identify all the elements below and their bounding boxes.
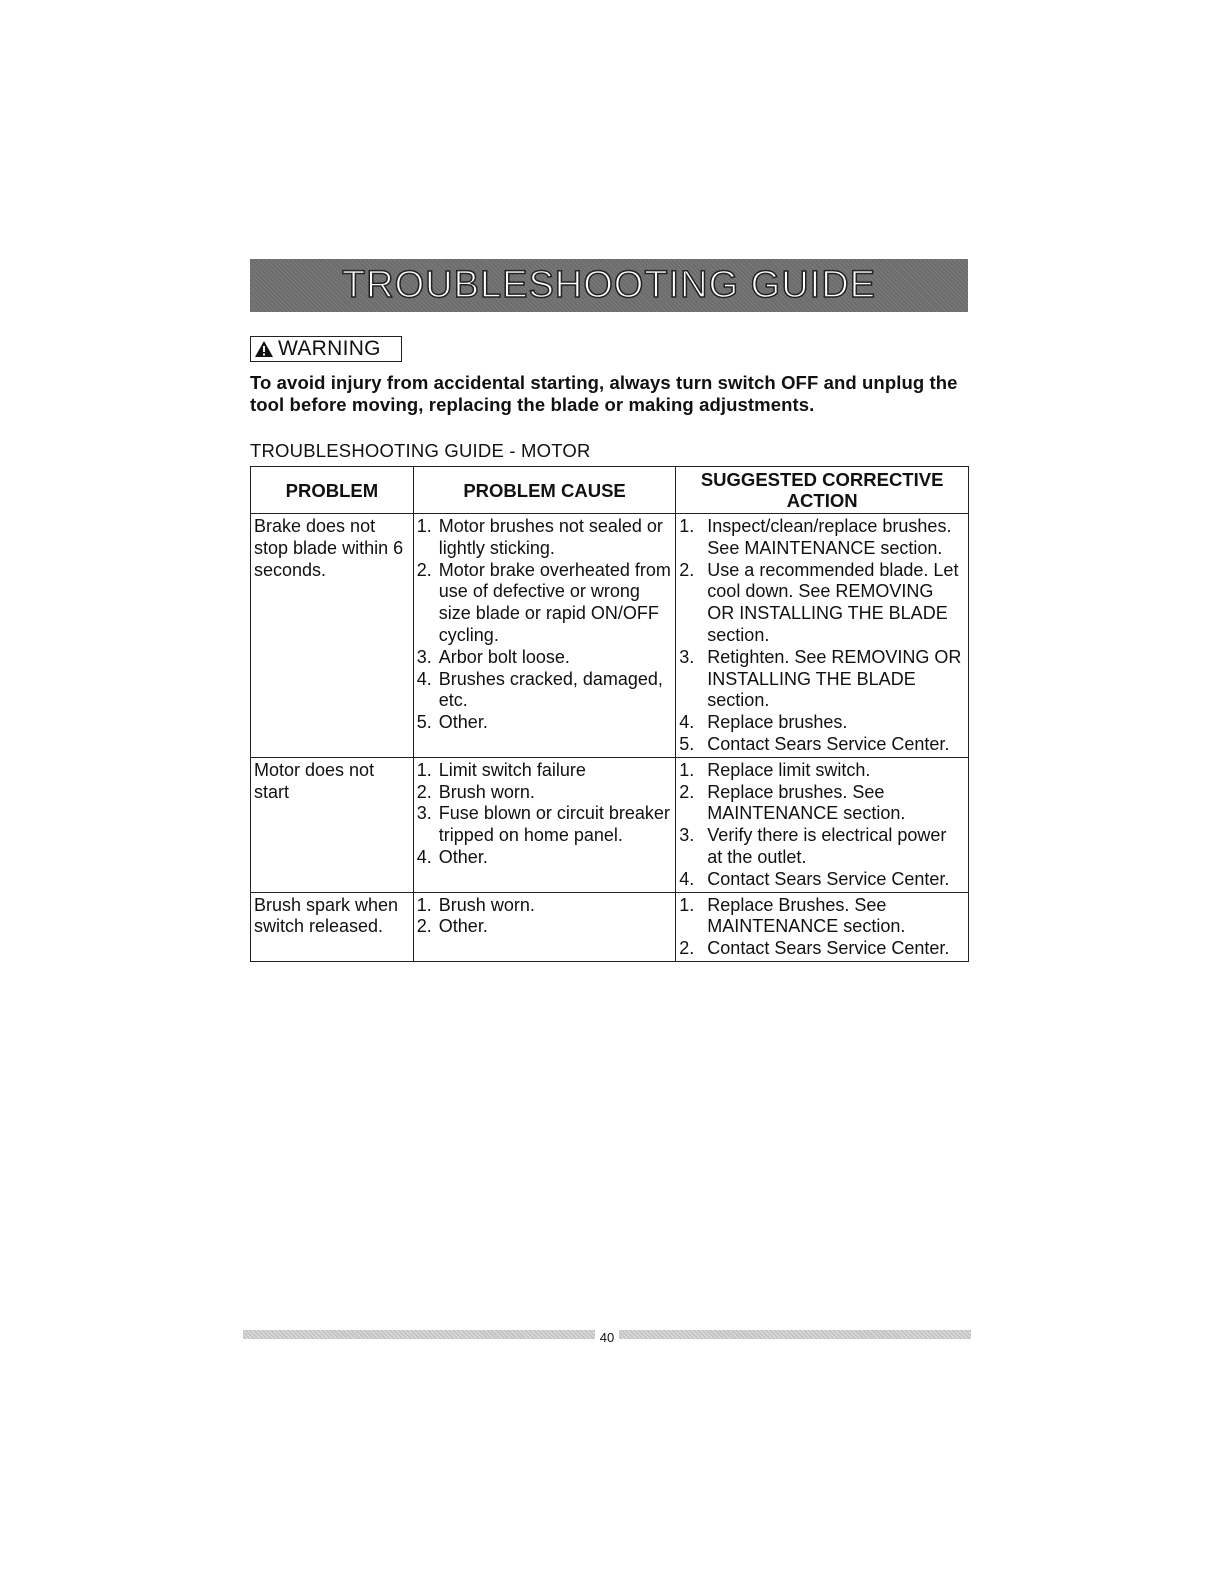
action-item-number: 2.	[679, 938, 695, 959]
cause-cell	[413, 757, 676, 892]
warning-text: To avoid injury from accidental starting, always turn switch OFF and unplug the tool before moving, replacing the blade or making adjustments.	[250, 372, 958, 415]
cause-item-number: 1.	[416, 516, 432, 536]
action-item-number: 5.	[679, 733, 695, 754]
problem-cell: Brush spark when switch released.	[251, 892, 414, 961]
action-item-number: 1.	[679, 759, 695, 780]
cause-item-number: 1.	[416, 894, 432, 915]
action-item-text: Use a recommended blade. Let cool down. See REMOVING OR INSTALLING THE BLADE section.	[707, 559, 959, 645]
page-title: TROUBLESHOOTING GUIDE	[341, 264, 877, 306]
troubleshooting-table	[250, 466, 969, 962]
action-item-text: Retighten. See REMOVING OR INSTALLING THE BLADE section.	[707, 646, 962, 711]
action-item-text: Contact Sears Service Center.	[707, 733, 950, 754]
table-row	[251, 514, 969, 758]
cause-item-text: Brushes cracked, damaged, etc.	[438, 668, 663, 711]
cause-item	[417, 669, 673, 713]
cause-item-number: 3.	[416, 803, 432, 824]
cause-item	[417, 895, 673, 917]
cause-item-text: Brush worn.	[438, 894, 535, 915]
warning-label: WARNING	[278, 337, 381, 360]
problem-cell: Motor does not start	[251, 757, 414, 892]
warning-badge	[250, 336, 402, 362]
column-header-action: SUGGESTED CORRECTIVE ACTION	[676, 467, 969, 514]
problem-cell: Brake does not stop blade within 6 seconds.	[251, 514, 414, 758]
action-item-text: Verify there is electrical power at the outlet.	[707, 825, 947, 867]
cause-item-number: 5.	[416, 712, 432, 733]
action-item	[679, 560, 965, 647]
cause-item-number: 2.	[416, 916, 432, 937]
action-item	[679, 869, 965, 891]
action-cell	[676, 514, 969, 758]
action-item-text: Replace brushes.	[707, 712, 848, 733]
column-header-cause: PROBLEM CAUSE	[413, 467, 676, 514]
action-item-number: 3.	[679, 825, 695, 846]
cause-item	[417, 803, 673, 847]
action-item	[679, 647, 965, 712]
cause-item-number: 2.	[416, 559, 432, 580]
action-item-number: 3.	[679, 646, 695, 667]
section-title: TROUBLESHOOTING GUIDE - MOTOR	[250, 440, 591, 461]
page-footer	[243, 1329, 971, 1345]
cause-item-text: Other.	[438, 916, 488, 937]
cause-item	[417, 516, 673, 560]
action-cell	[676, 757, 969, 892]
cause-item-text: Brush worn.	[438, 781, 535, 802]
action-item	[679, 516, 965, 560]
footer-rule-right	[619, 1330, 971, 1339]
action-item-number: 1.	[679, 516, 695, 536]
action-list	[679, 516, 965, 756]
cause-item-text: Other.	[438, 712, 488, 733]
cause-item	[417, 712, 673, 734]
action-item-number: 4.	[679, 868, 695, 889]
action-item-text: Contact Sears Service Center.	[707, 868, 950, 889]
cause-item-text: Motor brake overheated from use of defective or wrong size blade or rapid ON/OFF cycling.	[438, 559, 671, 645]
action-item-text: Replace Brushes. See MAINTENANCE section.	[707, 894, 906, 937]
action-item-text: Inspect/clean/replace brushes. See MAINTENANCE section.	[707, 516, 952, 558]
action-item	[679, 782, 965, 826]
cause-item-text: Other.	[438, 846, 488, 867]
cause-item-text: Arbor bolt loose.	[438, 646, 570, 667]
action-item	[679, 734, 965, 756]
table-header-row	[251, 467, 969, 514]
cause-item	[417, 760, 673, 782]
cause-item-number: 1.	[416, 759, 432, 780]
cause-item	[417, 916, 673, 938]
action-item-number: 2.	[679, 781, 695, 802]
column-header-problem: PROBLEM	[251, 467, 414, 514]
cause-item	[417, 647, 673, 669]
cause-list	[417, 760, 673, 869]
cause-item-number: 3.	[416, 646, 432, 667]
action-item	[679, 712, 965, 734]
action-item-text: Replace brushes. See MAINTENANCE section.	[707, 781, 906, 824]
action-item-number: 2.	[679, 559, 695, 580]
action-item	[679, 825, 965, 869]
action-list	[679, 895, 965, 960]
cause-item	[417, 847, 673, 869]
footer-rule-left	[243, 1330, 595, 1339]
cause-list	[417, 895, 673, 939]
action-item-number: 4.	[679, 712, 695, 733]
title-banner	[250, 259, 968, 312]
cause-item-text: Motor brushes not sealed or lightly sticking.	[438, 516, 663, 558]
cause-item-number: 4.	[416, 668, 432, 689]
action-item-number: 1.	[679, 894, 695, 915]
action-item	[679, 938, 965, 960]
cause-cell	[413, 892, 676, 961]
cause-item	[417, 782, 673, 804]
warning-triangle-icon	[254, 340, 274, 358]
action-item	[679, 760, 965, 782]
cause-list	[417, 516, 673, 734]
table-row	[251, 757, 969, 892]
cause-item	[417, 560, 673, 647]
table-row	[251, 892, 969, 961]
action-item	[679, 895, 965, 939]
action-item-text: Replace limit switch.	[707, 759, 871, 780]
cause-item-text: Fuse blown or circuit breaker tripped on home panel.	[438, 803, 670, 846]
action-list	[679, 760, 965, 891]
action-cell	[676, 892, 969, 961]
cause-item-number: 2.	[416, 781, 432, 802]
cause-cell	[413, 514, 676, 758]
page-number: 40	[599, 1329, 615, 1345]
cause-item-number: 4.	[416, 846, 432, 867]
cause-item-text: Limit switch failure	[438, 759, 586, 780]
action-item-text: Contact Sears Service Center.	[707, 938, 950, 959]
